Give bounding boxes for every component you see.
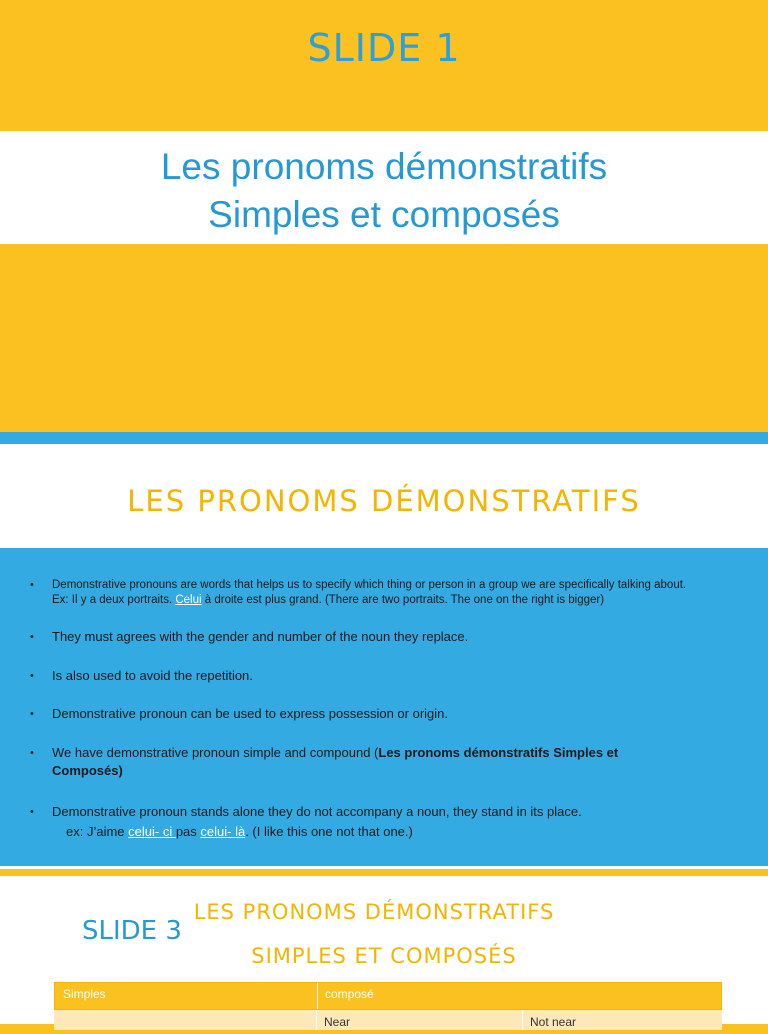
slide1-label: SLIDE 1 xyxy=(307,26,461,70)
bullet-6-line2 xyxy=(52,822,582,842)
table-subheader-not-near: Not near xyxy=(530,1015,577,1029)
slide2-top-divider xyxy=(0,432,768,444)
slide2-title: LES PRONOMS DÉMONSTRATIFS xyxy=(127,484,641,518)
table-header-compose: composé xyxy=(325,987,374,1001)
slide3-title-line1: LES PRONOMS DÉMONSTRATIFS xyxy=(193,900,555,924)
bullet-icon: • xyxy=(30,631,34,643)
table-divider xyxy=(522,1010,523,1030)
slide3-title-line2: SIMPLES ET COMPOSÉS xyxy=(251,944,517,968)
bullet-5-line1 xyxy=(52,744,618,762)
bullet-5-line1-pre: We have demonstrative pronoun simple and compound ( xyxy=(52,745,379,760)
celui-ci-link[interactable]: celui- ci xyxy=(128,824,176,839)
bullet-3-text: Is also used to avoid the repetition. xyxy=(52,668,253,683)
table-header-row xyxy=(54,982,722,1010)
bullet-1-line2-pre: Ex: Il y a deux portraits. xyxy=(52,594,176,606)
bullet-5-line2: Composés) xyxy=(52,763,123,778)
bullet-6-line2-mid: pas xyxy=(175,824,201,839)
slide2 xyxy=(0,432,768,869)
pronoun-table xyxy=(54,982,722,1030)
table-divider xyxy=(317,983,318,1009)
slide3-label: SLIDE 3 xyxy=(82,916,182,946)
table-subheader-row xyxy=(54,1010,722,1030)
celui-link[interactable]: Celui xyxy=(175,594,202,606)
bullet-1-line1: Demonstrative pronouns are words that helps us to specify which thing or person in a group we are specifically talking about. xyxy=(52,579,687,591)
slide2-content-panel xyxy=(0,548,768,866)
bullet-6-line1: Demonstrative pronoun stands alone they do not accompany a noun, they stand in its place. xyxy=(52,804,582,819)
bullet-icon: • xyxy=(30,806,34,818)
bullet-icon: • xyxy=(30,747,34,759)
bullet-1-line2 xyxy=(52,593,686,608)
bullet-icon: • xyxy=(30,708,34,720)
celui-la-link[interactable]: celui- là xyxy=(200,824,246,839)
table-header-simples: Simples xyxy=(63,987,106,1001)
bullet-6-line2-pre: ex: J’aime xyxy=(66,824,129,839)
bullet-6-line2-post: . (I like this one not that one.) xyxy=(245,824,413,839)
table-divider xyxy=(316,1010,317,1030)
bullet-icon: • xyxy=(30,579,34,591)
bullet-icon: • xyxy=(30,670,34,682)
bullet-5-line1-bold: Les pronoms démonstratifs Simples et xyxy=(378,745,619,760)
bullet-1-line2-post: à droite est plus grand. (There are two portraits. The one on the right is bigger) xyxy=(201,594,605,606)
slide1-title-line1: Les pronoms démonstratifs xyxy=(160,146,608,187)
table-subheader-near: Near xyxy=(324,1015,351,1029)
slide1-title xyxy=(0,143,768,239)
bullet-2-text: They must agrees with the gender and number of the noun they replace. xyxy=(52,629,469,644)
bullet-4-text: Demonstrative pronoun can be used to express possession or origin. xyxy=(52,706,448,721)
slide1-title-line2: Simples et composés xyxy=(208,194,560,235)
